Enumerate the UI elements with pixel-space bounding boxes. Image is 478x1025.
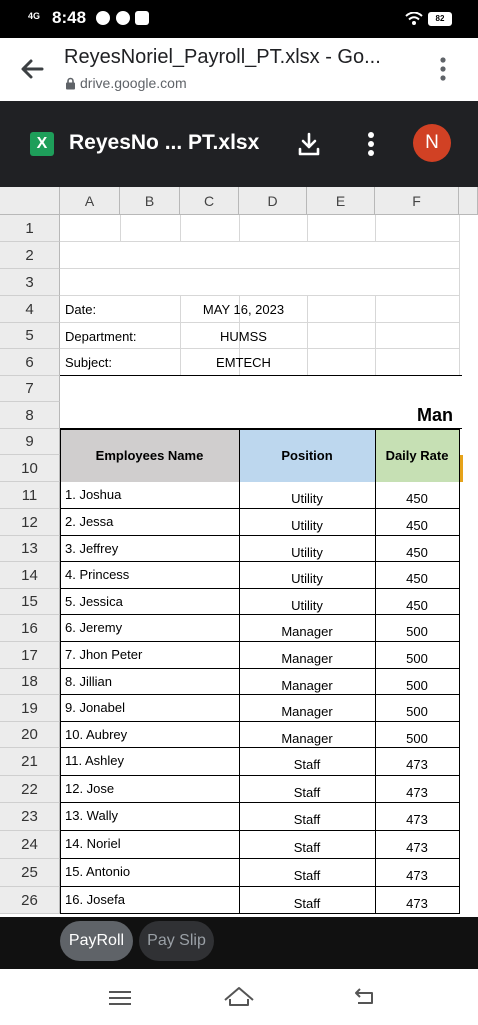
back-icon[interactable] xyxy=(352,987,376,1007)
employee-daily-rate: 450 xyxy=(406,571,428,586)
tab-payroll[interactable]: PayRoll xyxy=(60,921,133,961)
employee-position: Utility xyxy=(291,491,323,506)
row-header[interactable]: 11 xyxy=(0,482,60,509)
gridline xyxy=(459,215,460,376)
status-time: 8:48 xyxy=(52,8,87,27)
sheet-tabs-bar xyxy=(0,917,478,969)
employee-name: 4. Princess xyxy=(65,567,130,582)
employee-daily-rate: 500 xyxy=(406,704,428,719)
employee-position: Manager xyxy=(281,651,333,666)
employee-name: 13. Wally xyxy=(65,808,118,823)
row-header[interactable]: 26 xyxy=(0,887,60,914)
employee-name: 3. Jeffrey xyxy=(65,541,119,556)
table-header-cell: Position xyxy=(239,429,375,482)
row-border xyxy=(60,429,460,430)
row-header[interactable]: 25 xyxy=(0,859,60,887)
banner-title: Man xyxy=(417,405,453,425)
gridline xyxy=(60,268,460,269)
row-header[interactable]: 13 xyxy=(0,536,60,562)
column-border xyxy=(239,429,240,914)
status-bar xyxy=(0,0,478,38)
border-line xyxy=(60,375,462,376)
row-header[interactable]: 16 xyxy=(0,615,60,642)
employee-name: 7. Jhon Peter xyxy=(65,647,143,662)
wifi-icon xyxy=(405,12,423,26)
employee-name: 6. Jeremy xyxy=(65,620,123,635)
employee-name: 11. Ashley xyxy=(65,753,125,768)
column-header-partial xyxy=(459,187,478,215)
battery-icon: 82 xyxy=(428,12,452,26)
lock-icon xyxy=(65,77,76,90)
more-options-icon[interactable] xyxy=(367,131,375,157)
notification-icon xyxy=(116,11,130,25)
employee-name: 14. Noriel xyxy=(65,836,121,851)
employee-name: 2. Jessa xyxy=(65,514,114,529)
row-header[interactable]: 12 xyxy=(0,509,60,536)
employee-daily-rate: 500 xyxy=(406,651,428,666)
back-arrow-icon[interactable] xyxy=(20,58,44,80)
employee-daily-rate: 500 xyxy=(406,731,428,746)
row-header[interactable]: 18 xyxy=(0,669,60,695)
employee-daily-rate: 473 xyxy=(406,868,428,883)
row-header[interactable]: 22 xyxy=(0,776,60,803)
employee-position: Manager xyxy=(281,704,333,719)
row-header[interactable]: 17 xyxy=(0,642,60,669)
employee-name: 15. Antonio xyxy=(65,864,131,879)
column-header[interactable]: A xyxy=(60,187,120,215)
gridline xyxy=(375,215,376,242)
table-header-cell: Employees Name xyxy=(60,429,239,482)
gridline xyxy=(307,296,308,376)
employee-daily-rate: 473 xyxy=(406,812,428,827)
row-header[interactable]: 5 xyxy=(0,323,60,349)
row-header[interactable]: 19 xyxy=(0,695,60,722)
download-icon[interactable] xyxy=(296,131,322,157)
employee-position: Staff xyxy=(293,757,321,772)
gridline xyxy=(180,215,181,242)
row-header[interactable]: 23 xyxy=(0,803,60,831)
gridline xyxy=(60,348,460,349)
row-header[interactable]: 15 xyxy=(0,589,60,615)
employee-position: Utility xyxy=(291,598,323,613)
gridline xyxy=(239,215,240,242)
gridline xyxy=(375,296,376,376)
row-header[interactable]: 2 xyxy=(0,242,60,269)
file-name: ReyesNo ... PT.xlsx xyxy=(69,131,260,154)
table-header-cell: Daily Rate xyxy=(375,429,459,482)
row-header[interactable]: 20 xyxy=(0,722,60,748)
column-header[interactable]: D xyxy=(239,187,307,215)
employee-name: 16. Josefa xyxy=(65,892,125,907)
employee-name: 9. Jonabel xyxy=(65,700,125,715)
employee-position: Utility xyxy=(291,571,323,586)
info-label: Department: xyxy=(65,329,137,344)
info-value: HUMSS xyxy=(220,329,267,344)
employee-position: Manager xyxy=(281,624,333,639)
info-value: EMTECH xyxy=(216,355,271,370)
column-header[interactable]: E xyxy=(307,187,375,215)
employee-daily-rate: 473 xyxy=(406,840,428,855)
employee-daily-rate: 473 xyxy=(406,896,428,911)
employee-name: 12. Jose xyxy=(65,781,115,796)
row-border xyxy=(60,913,460,914)
row-header[interactable]: 1 xyxy=(0,215,60,242)
viewer-app-bar xyxy=(0,101,478,187)
messenger-icon xyxy=(96,11,110,25)
info-label: Subject: xyxy=(65,355,112,370)
employee-position: Manager xyxy=(281,731,333,746)
employee-position: Staff xyxy=(293,840,321,855)
employee-position: Staff xyxy=(293,812,321,827)
row-header[interactable]: 14 xyxy=(0,562,60,589)
column-border xyxy=(60,429,61,914)
select-all-corner[interactable] xyxy=(0,187,60,215)
signal-indicator: 4G xyxy=(28,11,41,21)
row-header[interactable]: 8 xyxy=(0,402,60,429)
employee-name: 1. Joshua xyxy=(65,487,122,502)
employee-daily-rate: 450 xyxy=(406,518,428,533)
column-border xyxy=(375,429,376,914)
employee-daily-rate: 450 xyxy=(406,491,428,506)
employee-position: Staff xyxy=(293,868,321,883)
info-value: MAY 16, 2023 xyxy=(202,302,285,317)
tab-pay-slip[interactable]: Pay Slip xyxy=(139,921,214,961)
spreadsheet-grid[interactable] xyxy=(0,187,478,917)
employee-daily-rate: 500 xyxy=(406,678,428,693)
row-header[interactable]: 4 xyxy=(0,296,60,323)
more-menu-icon[interactable] xyxy=(439,56,447,82)
gridline xyxy=(60,295,460,296)
employee-daily-rate: 450 xyxy=(406,545,428,560)
column-header[interactable]: C xyxy=(180,187,239,215)
employee-position: Utility xyxy=(291,518,323,533)
row-header[interactable]: 6 xyxy=(0,349,60,376)
url-text[interactable]: drive.google.com xyxy=(80,75,187,91)
gridline xyxy=(120,215,121,242)
gridline xyxy=(307,215,308,242)
home-icon[interactable] xyxy=(222,985,256,1007)
row-header[interactable]: 21 xyxy=(0,748,60,776)
employee-position: Staff xyxy=(293,785,321,800)
account-avatar[interactable]: N xyxy=(413,124,451,162)
row-header[interactable]: 10 xyxy=(0,455,60,482)
row-header[interactable]: 24 xyxy=(0,831,60,859)
employee-position: Staff xyxy=(293,896,321,911)
row-header[interactable]: 9 xyxy=(0,429,60,455)
row-header[interactable]: 7 xyxy=(0,376,60,402)
employee-position: Manager xyxy=(281,678,333,693)
employee-daily-rate: 450 xyxy=(406,598,428,613)
excel-file-icon: X xyxy=(30,132,54,156)
browser-bar xyxy=(0,38,478,101)
employee-name: 8. Jillian xyxy=(65,674,112,689)
employee-daily-rate: 500 xyxy=(406,624,428,639)
system-nav-bar xyxy=(0,969,478,1025)
column-border xyxy=(459,429,460,914)
column-header[interactable]: B xyxy=(120,187,180,215)
recent-apps-icon[interactable] xyxy=(108,990,132,1006)
employee-name: 10. Aubrey xyxy=(65,727,128,742)
info-label: Date: xyxy=(65,302,97,317)
employee-name: 5. Jessica xyxy=(65,594,123,609)
employee-daily-rate: 473 xyxy=(406,757,428,772)
column-header[interactable]: F xyxy=(375,187,459,215)
row-header[interactable]: 3 xyxy=(0,269,60,296)
download-status-icon xyxy=(135,11,149,25)
employee-position: Utility xyxy=(291,545,323,560)
page-title: ReyesNoriel_Payroll_PT.xlsx - Go... xyxy=(64,46,381,68)
employee-daily-rate: 473 xyxy=(406,785,428,800)
gridline xyxy=(60,322,460,323)
